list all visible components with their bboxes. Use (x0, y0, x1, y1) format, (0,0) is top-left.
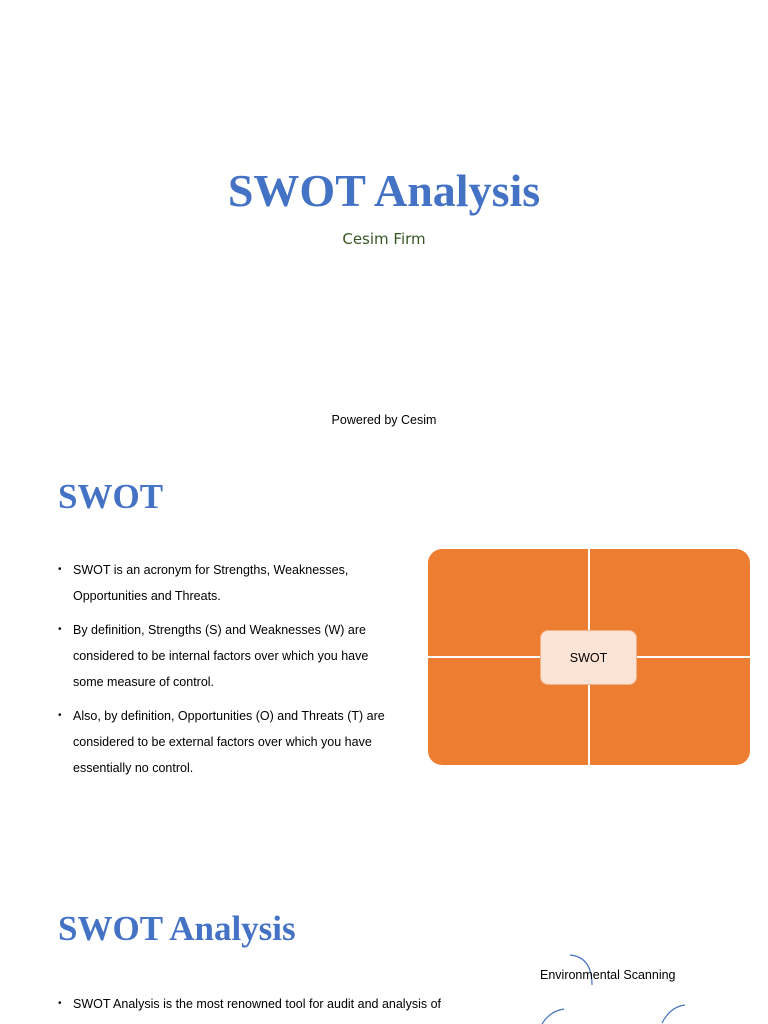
bullet-item (58, 557, 398, 609)
bullet-list (58, 991, 458, 1024)
bullet-item (58, 703, 398, 781)
bullet-icon: • (58, 710, 62, 721)
bullet-icon: • (58, 564, 62, 575)
title-slide (0, 0, 768, 445)
cycle-arrows-diagram (520, 945, 740, 1024)
bullet-list (58, 557, 398, 789)
bullet-item (58, 617, 398, 695)
slide-heading: SWOT (58, 477, 164, 516)
powered-by-text: Powered by Cesim (331, 413, 437, 427)
bullet-text: SWOT Analysis is the most renowned tool for audit and analysis of (73, 997, 442, 1011)
swot-center-box: SWOT (540, 630, 637, 685)
bullet-item (58, 991, 458, 1017)
bullet-text: SWOT is an acronym for Strengths, Weaknesses, Opportunities and Threats. (73, 563, 349, 603)
bullet-text: Also, by definition, Opportunities (O) and Threats (T) are considered to be external factors over which you have essentially no control. (73, 709, 385, 775)
bullet-icon: • (58, 624, 62, 635)
bullet-text: By definition, Strengths (S) and Weaknesses (W) are considered to be internal factors over which you have some measure of control. (73, 623, 369, 689)
bullet-icon: • (58, 998, 62, 1009)
presentation-subtitle: Cesim Firm (342, 230, 426, 248)
swot-analysis-slide (0, 865, 768, 1024)
slide-heading: SWOT Analysis (58, 909, 296, 948)
swot-definition-slide (0, 445, 768, 865)
presentation-title: SWOT Analysis (227, 165, 541, 216)
diagram-label: Environmental Scanning (540, 968, 676, 982)
